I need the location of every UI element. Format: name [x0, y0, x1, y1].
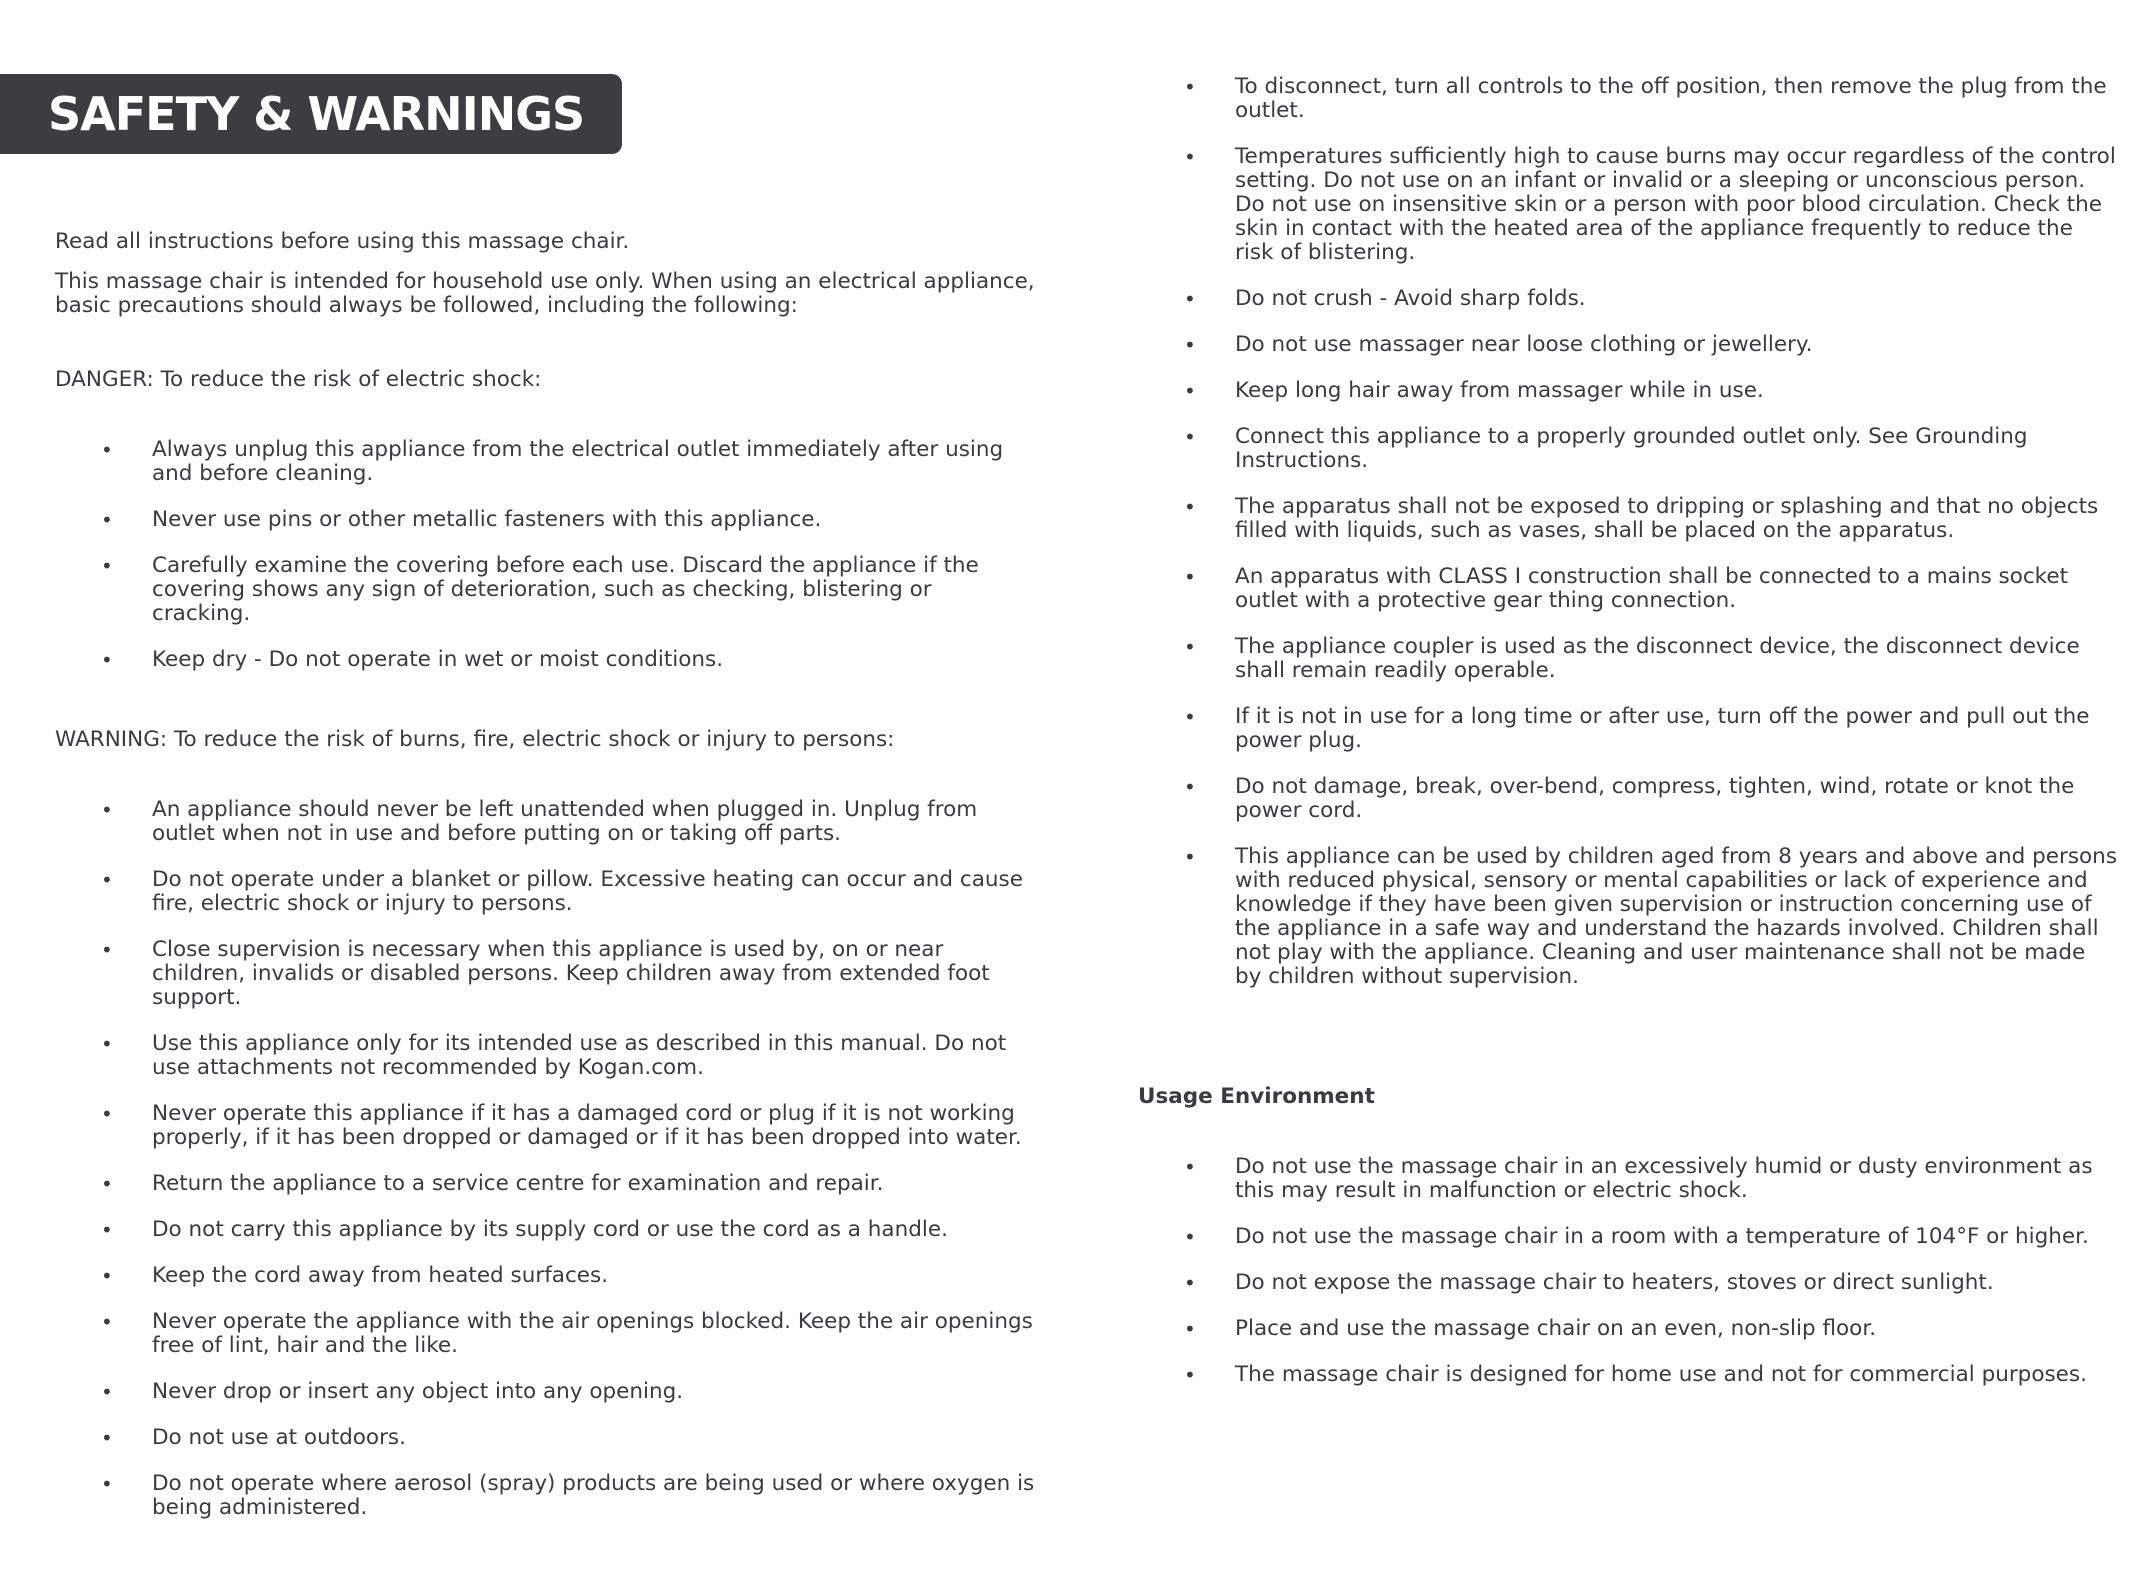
bullet-icon: • — [1184, 287, 1196, 311]
intro-read-instructions: Read all instructions before using this massage chair. — [55, 229, 630, 254]
bullet-icon: • — [101, 868, 113, 892]
page-title: SAFETY & WARNINGS — [48, 87, 585, 141]
bullet-icon: • — [101, 798, 113, 822]
list-item: • Do not use the massage chair in an excessively humid or dusty environment as this may result in malfunction or electric shock. — [1184, 1154, 2093, 1203]
list-item: • Never operate this appliance if it has a damaged cord or plug if it is not working properly, if it has been dropped or damaged or if it has been dropped into water. — [101, 1101, 1022, 1150]
left-column — [55, 230, 1035, 1520]
intro-household-use: This massage chair is intended for household use only. When using an electrical appliance, basic precautions should always be followed, including the following: — [55, 269, 1035, 318]
bullet-icon: • — [1184, 1225, 1196, 1249]
list-item: • Never drop or insert any object into any opening. — [101, 1379, 684, 1404]
bullet-icon: • — [1184, 1271, 1196, 1295]
bullet-icon: • — [101, 508, 113, 532]
bullet-icon: • — [1184, 1155, 1196, 1179]
bullet-icon: • — [1184, 635, 1196, 659]
warning-list — [55, 798, 1035, 1520]
bullet-icon: • — [1184, 1317, 1196, 1341]
bullet-icon: • — [101, 1310, 113, 1334]
list-item: • Keep the cord away from heated surfaces. — [101, 1263, 609, 1288]
list-item: • An apparatus with CLASS I construction shall be connected to a mains socket outlet with a protective gear thing connection. — [1184, 564, 2069, 613]
list-item: • Close supervision is necessary when this appliance is used by, on or near children, invalids or disabled persons. Keep children away from extended foot support. — [101, 937, 990, 1010]
list-item: • Carefully examine the covering before each use. Discard the appliance if the covering shows any sign of deterioration, such as checking, blistering or cracking. — [101, 553, 979, 626]
list-item: • Use this appliance only for its intended use as described in this manual. Do not use attachments not recommended by Kogan.com. — [101, 1031, 1007, 1080]
danger-list — [55, 438, 1035, 672]
list-item: • Never operate the appliance with the air openings blocked. Keep the air openings free of lint, hair and the like. — [101, 1309, 1033, 1358]
bullet-icon: • — [101, 938, 113, 962]
list-item: • The apparatus shall not be exposed to dripping or splashing and that no objects filled with liquids, such as vases, shall be placed on the apparatus. — [1184, 494, 2099, 543]
bullet-icon: • — [1184, 379, 1196, 403]
list-item: • Return the appliance to a service centre for examination and repair. — [101, 1171, 884, 1196]
bullet-icon: • — [101, 1264, 113, 1288]
bullet-icon: • — [101, 1172, 113, 1196]
list-item: • The massage chair is designed for home use and not for commercial purposes. — [1184, 1362, 2087, 1387]
usage-environment-list — [1138, 1155, 2118, 1387]
bullet-icon: • — [101, 1380, 113, 1404]
bullet-icon: • — [1184, 565, 1196, 589]
list-item: • Do not damage, break, over-bend, compress, tighten, wind, rotate or knot the power cord. — [1184, 774, 2075, 823]
bullet-icon: • — [1184, 775, 1196, 799]
list-item: • If it is not in use for a long time or after use, turn off the power and pull out the power plug. — [1184, 704, 2090, 753]
warning-heading: WARNING: To reduce the risk of burns, fire, electric shock or injury to persons: — [55, 727, 895, 752]
list-item: • Never use pins or other metallic fasteners with this appliance. — [101, 507, 822, 532]
bullet-icon: • — [1184, 705, 1196, 729]
list-item: • Connect this appliance to a properly grounded outlet only. See Grounding Instructions. — [1184, 424, 2028, 473]
general-safety-list — [1138, 75, 2118, 989]
list-item: • Keep long hair away from massager while in use. — [1184, 378, 1764, 403]
list-item: • Do not use at outdoors. — [101, 1425, 406, 1450]
bullet-icon: • — [1184, 845, 1196, 869]
bullet-icon: • — [101, 1426, 113, 1450]
title-banner — [0, 74, 622, 154]
list-item: • Always unplug this appliance from the electrical outlet immediately after using and before cleaning. — [101, 437, 1004, 486]
bullet-icon: • — [1184, 75, 1196, 99]
list-item: • Temperatures sufficiently high to cause burns may occur regardless of the control setting. Do not use on an infant or invalid or a sleeping or unconscious person. Do not use on insensitive skin or a person with poor blood circulation. Check the skin in contact with the heated area of the appliance frequently to reduce the risk of blistering. — [1184, 144, 2116, 265]
list-item: • Do not use the massage chair in a room with a temperature of 104°F or higher. — [1184, 1224, 2089, 1249]
bullet-icon: • — [1184, 145, 1196, 169]
list-item: • Keep dry - Do not operate in wet or moist conditions. — [101, 647, 724, 672]
bullet-icon: • — [1184, 1363, 1196, 1387]
bullet-icon: • — [101, 1218, 113, 1242]
list-item: • This appliance can be used by children aged from 8 years and above and persons with reduced physical, sensory or mental capabilities or lack of experience and knowledge if they have been given supervision or instruction concerning use of the appliance in a safe way and understand the hazards involved. Children shall not play with the appliance. Cleaning and user maintenance shall not be made by children without supervision. — [1184, 844, 2118, 989]
bullet-icon: • — [101, 554, 113, 578]
bullet-icon: • — [101, 438, 113, 462]
list-item: • Do not use massager near loose clothing or jewellery. — [1184, 332, 1813, 357]
list-item: • Do not operate where aerosol (spray) products are being used or where oxygen is being administered. — [101, 1471, 1035, 1520]
list-item: • Do not crush - Avoid sharp folds. — [1184, 286, 1586, 311]
list-item: • Do not operate under a blanket or pillow. Excessive heating can occur and cause fire, electric shock or injury to persons. — [101, 867, 1023, 916]
bullet-icon: • — [101, 648, 113, 672]
usage-environment-heading: Usage Environment — [1138, 1084, 1375, 1109]
danger-heading: DANGER: To reduce the risk of electric shock: — [55, 367, 542, 392]
bullet-icon: • — [1184, 495, 1196, 519]
list-item: • An appliance should never be left unattended when plugged in. Unplug from outlet when not in use and before putting on or taking off parts. — [101, 797, 978, 846]
bullet-icon: • — [101, 1032, 113, 1056]
bullet-icon: • — [1184, 425, 1196, 449]
list-item: • Do not carry this appliance by its supply cord or use the cord as a handle. — [101, 1217, 948, 1242]
bullet-icon: • — [1184, 333, 1196, 357]
list-item: • Place and use the massage chair on an even, non-slip floor. — [1184, 1316, 1877, 1341]
bullet-icon: • — [101, 1102, 113, 1126]
list-item: • To disconnect, turn all controls to the off position, then remove the plug from the outlet. — [1184, 74, 2107, 123]
bullet-icon: • — [101, 1472, 113, 1496]
right-column — [1138, 75, 2118, 1387]
list-item: • Do not expose the massage chair to heaters, stoves or direct sunlight. — [1184, 1270, 1994, 1295]
list-item: • The appliance coupler is used as the disconnect device, the disconnect device shall remain readily operable. — [1184, 634, 2080, 683]
